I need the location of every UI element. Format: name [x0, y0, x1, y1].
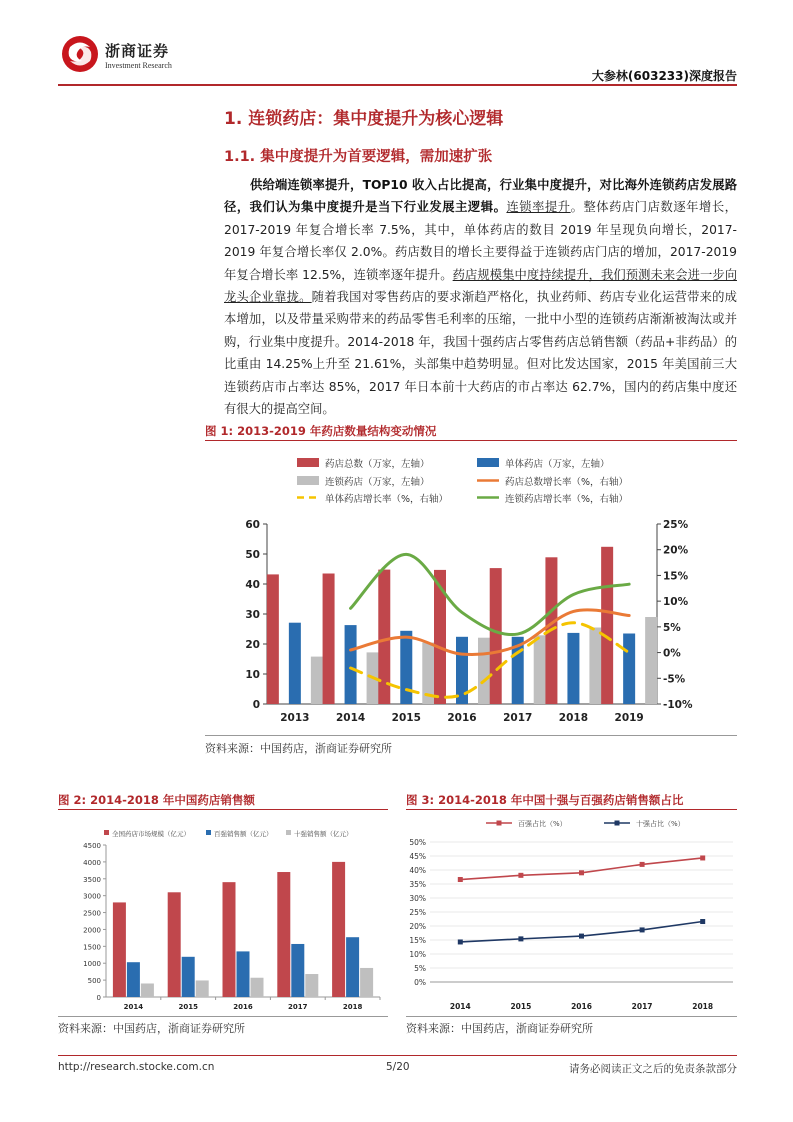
fig1-x-tick-label: 2015	[391, 712, 421, 724]
fig1-left-tick-label: 60	[245, 519, 260, 531]
fig1-right-tick-label: 5%	[663, 621, 681, 634]
fig3-y-tick-label: 45%	[409, 852, 426, 861]
fig3-y-tick-label: 15%	[409, 936, 426, 945]
fig1-left-tick-label: 20	[245, 639, 260, 651]
fig3-y-tick-label: 50%	[409, 838, 426, 847]
fig2-x-tick-label: 2015	[178, 1003, 198, 1011]
fig2-legend-swatch	[104, 830, 109, 835]
fig1-legend-swatch	[297, 458, 319, 467]
fig2-x-tick-label: 2017	[288, 1003, 308, 1011]
company-logo	[60, 34, 100, 74]
fig1-right-tick-label: -5%	[663, 673, 686, 686]
fig1-bar	[434, 570, 446, 704]
fig2-title-rule	[58, 809, 388, 810]
fig2-bar	[141, 983, 154, 997]
body-paragraph	[224, 174, 737, 420]
page-number: 5/20	[386, 1061, 410, 1073]
fig2-y-tick-label: 1500	[83, 943, 101, 952]
fig1-bar	[345, 625, 357, 704]
fig1-left-tick-label: 40	[245, 579, 260, 591]
fig3-x-tick-label: 2016	[571, 1002, 592, 1011]
fig2-legend-swatch	[206, 830, 211, 835]
report-title: 大参林(603233)深度报告	[591, 69, 737, 83]
fig3-point	[640, 862, 645, 867]
fig2-bar	[196, 980, 209, 997]
fig3-legend-marker	[615, 821, 620, 826]
fig1-right-tick-label: 15%	[663, 570, 689, 583]
fig2-title: 图 2: 2014-2018 年中国药店销售额	[58, 793, 255, 807]
fig1-title-rule	[205, 440, 737, 441]
footer-url[interactable]: http://research.stocke.com.cn	[58, 1061, 215, 1073]
fig1-left-tick-label: 50	[245, 549, 260, 561]
fig1-left-tick-label: 30	[245, 609, 260, 621]
fig3-x-tick-label: 2015	[510, 1002, 532, 1011]
paragraph-text-1: 。整体药店门店数逐年增长，2017-2019 年复合增长率 7.5%，其中，单体药店的数目 2019 年呈现负向增长，2017-2019 年复合增长率仅 2.0%。药店数目的增长主要得益于连锁药店门店的增加，2017-2019 年复合增长率 12.5%，连锁率逐年提升。	[224, 200, 737, 282]
company-name: 浙商证券	[105, 42, 170, 60]
paragraph-underline-2: 药店规模集中度持续提升，我们预测未来会进一步向龙头企业靠拢。	[224, 267, 737, 305]
fig3-point	[579, 870, 584, 875]
fig1-legend-label: 单体药店（万家，左轴）	[505, 459, 610, 470]
fig2-y-tick-label: 1000	[83, 960, 101, 969]
fig3-x-tick-label: 2017	[631, 1002, 653, 1011]
company-name-en: Investment Research	[105, 61, 172, 70]
fig1-legend-label: 连锁药店（万家，左轴）	[325, 477, 430, 488]
fig1-legend-swatch	[477, 458, 499, 467]
fig1-bar	[645, 617, 657, 704]
fig3-point	[458, 939, 463, 944]
fig1-legend-label: 药店总数增长率（%，右轴）	[505, 477, 629, 488]
fig1-right-tick-label: 10%	[663, 596, 689, 609]
fig1-bar	[400, 631, 412, 704]
fig1-x-tick-label: 2014	[335, 712, 366, 724]
fig1-x-tick-label: 2017	[503, 712, 533, 724]
fig2-legend-label: 全国药店市场规模（亿元）	[112, 830, 190, 838]
fig2-x-tick-label: 2018	[342, 1003, 363, 1011]
fig1-bar	[623, 634, 635, 705]
paragraph-underline-1: 连锁率提升	[506, 200, 571, 215]
fig2-bar	[251, 978, 264, 997]
fig3-legend-label: 百强占比（%）	[518, 820, 567, 828]
fig1-right-tick-label: -10%	[663, 699, 693, 711]
fig1-right-tick-label: 25%	[663, 519, 689, 531]
fig1-bar	[478, 638, 490, 704]
fig3-point	[518, 873, 523, 878]
fig2-y-tick-label: 4500	[83, 842, 101, 850]
fig1-left-tick-label: 0	[252, 699, 260, 711]
fig2-x-tick-label: 2016	[233, 1003, 253, 1011]
fig2-source-rule	[58, 1016, 388, 1017]
fig2-legend-label: 十强销售额（亿元）	[294, 830, 353, 838]
fig2-bar	[332, 862, 345, 997]
fig1-x-tick-label: 2018	[558, 712, 589, 724]
section-heading: 1. 连锁药店：集中度提升为核心逻辑	[224, 109, 504, 129]
fig2-bar	[168, 892, 181, 997]
fig1-source: 资料来源：中国药店，浙商证券研究所	[205, 742, 392, 755]
fig2-bar	[127, 962, 140, 997]
fig1-x-tick-label: 2016	[447, 712, 477, 724]
fig3-source-rule	[406, 1016, 737, 1017]
fig1-x-tick-label: 2019	[614, 712, 644, 724]
paragraph-text-2: 随着我国对零售药店的要求渐趋严格化，执业药师、药店专业化运营带来的成本增加，以及带量采购带来的药品零售毛利率的压缩，一批中小型的连锁药店渐渐被淘汰或并购，行业集中度提升。2014-2018 年，我国十强药店占零售药店总销售额（药品+非药品）的比重由 14.25%上升至 21.61%，头部集中趋势明显。但对比发达国家，2015 年美国前三大连锁药店市占率达 85%，2017 年日本前十大药店的市占率达 62.7%，国内的药店集中度还有很大的提高空间。	[224, 290, 737, 417]
fig2-y-tick-label: 2000	[83, 926, 101, 935]
fig3-y-tick-label: 10%	[409, 950, 426, 959]
fig1-title: 图 1: 2013-2019 年药店数量结构变动情况	[205, 424, 437, 438]
fig3-y-tick-label: 30%	[409, 894, 426, 903]
fig2-y-tick-label: 2500	[83, 909, 101, 918]
fig3-y-tick-label: 0%	[414, 978, 426, 987]
fig3-source: 资料来源：中国药店，浙商证券研究所	[406, 1022, 593, 1035]
fig1-chart	[205, 446, 737, 732]
fig2-source: 资料来源：中国药店，浙商证券研究所	[58, 1022, 245, 1035]
fig3-y-tick-label: 25%	[409, 908, 426, 917]
fig1-legend-label: 药店总数（万家，左轴）	[325, 459, 430, 470]
fig1-bar	[567, 633, 579, 704]
fig1-right-tick-label: 20%	[663, 544, 689, 557]
paragraph-lead: 供给端连锁率提升，TOP10 收入占比提高，行业集中度提升，对比海外连锁药店发展路径，我们认为集中度提升是当下行业发展主逻辑。	[224, 178, 737, 215]
fig1-legend-label: 连锁药店增长率（%，右轴）	[505, 494, 629, 505]
fig3-point	[700, 855, 705, 860]
fig1-legend-swatch	[297, 476, 319, 485]
fig1-x-tick-label: 2013	[280, 712, 310, 724]
fig2-y-tick-label: 3000	[83, 892, 101, 901]
fig1-bar	[323, 574, 335, 705]
fig2-chart	[58, 815, 388, 1015]
fig3-y-tick-label: 20%	[409, 922, 426, 931]
fig2-bar	[346, 937, 359, 997]
fig3-point	[700, 919, 705, 924]
fig3-y-tick-label: 5%	[414, 964, 426, 973]
fig2-bar	[360, 968, 373, 997]
fig3-series-line	[460, 858, 702, 880]
fig1-left-tick-label: 10	[245, 669, 260, 681]
fig3-series-line	[460, 922, 702, 942]
fig1-legend-label: 单体药店增长率（%，右轴）	[325, 494, 449, 505]
fig3-point	[458, 877, 463, 882]
fig3-point	[518, 936, 523, 941]
footer-rule	[58, 1055, 737, 1056]
logo-icon	[60, 34, 100, 74]
footer-disclaimer: 请务必阅读正文之后的免责条款部分	[569, 1063, 737, 1075]
fig3-x-tick-label: 2014	[449, 1002, 471, 1011]
fig1-bar	[490, 568, 502, 704]
fig3-title: 图 3: 2014-2018 年中国十强与百强药店销售额占比	[406, 793, 684, 807]
fig2-bar	[182, 957, 195, 997]
fig3-x-tick-label: 2018	[692, 1002, 714, 1011]
fig2-bar	[237, 951, 250, 997]
fig2-bar	[277, 872, 290, 997]
fig2-legend-swatch	[286, 830, 291, 835]
fig1-source-rule	[205, 735, 737, 736]
fig1-bar	[267, 574, 279, 704]
fig2-y-tick-label: 500	[87, 977, 101, 986]
fig3-point	[579, 934, 584, 939]
fig2-y-tick-label: 4000	[83, 858, 101, 867]
fig1-bar	[289, 623, 301, 704]
header-rule	[58, 84, 737, 86]
fig1-bar	[534, 635, 546, 704]
fig1-right-tick-label: 0%	[663, 647, 681, 660]
fig3-y-tick-label: 40%	[409, 866, 426, 875]
fig3-chart	[406, 815, 737, 1015]
subsection-heading: 1.1. 集中度提升为首要逻辑，需加速扩张	[224, 149, 493, 165]
fig3-legend-label: 十强占比（%）	[636, 820, 685, 828]
fig1-bar	[601, 547, 613, 704]
fig2-legend-label: 百强销售额（亿元）	[214, 830, 273, 838]
fig3-y-tick-label: 35%	[409, 880, 426, 889]
fig1-bar	[589, 628, 601, 705]
fig2-bar	[223, 882, 236, 997]
fig3-title-rule	[406, 809, 737, 810]
fig2-y-tick-label: 3500	[83, 875, 101, 884]
fig3-legend-marker	[497, 821, 502, 826]
fig2-x-tick-label: 2014	[123, 1003, 144, 1011]
fig3-point	[640, 927, 645, 932]
fig2-bar	[113, 902, 126, 997]
fig2-bar	[305, 974, 318, 997]
fig2-y-tick-label: 0	[96, 994, 101, 1002]
fig1-bar	[311, 657, 323, 704]
fig2-bar	[291, 944, 304, 997]
